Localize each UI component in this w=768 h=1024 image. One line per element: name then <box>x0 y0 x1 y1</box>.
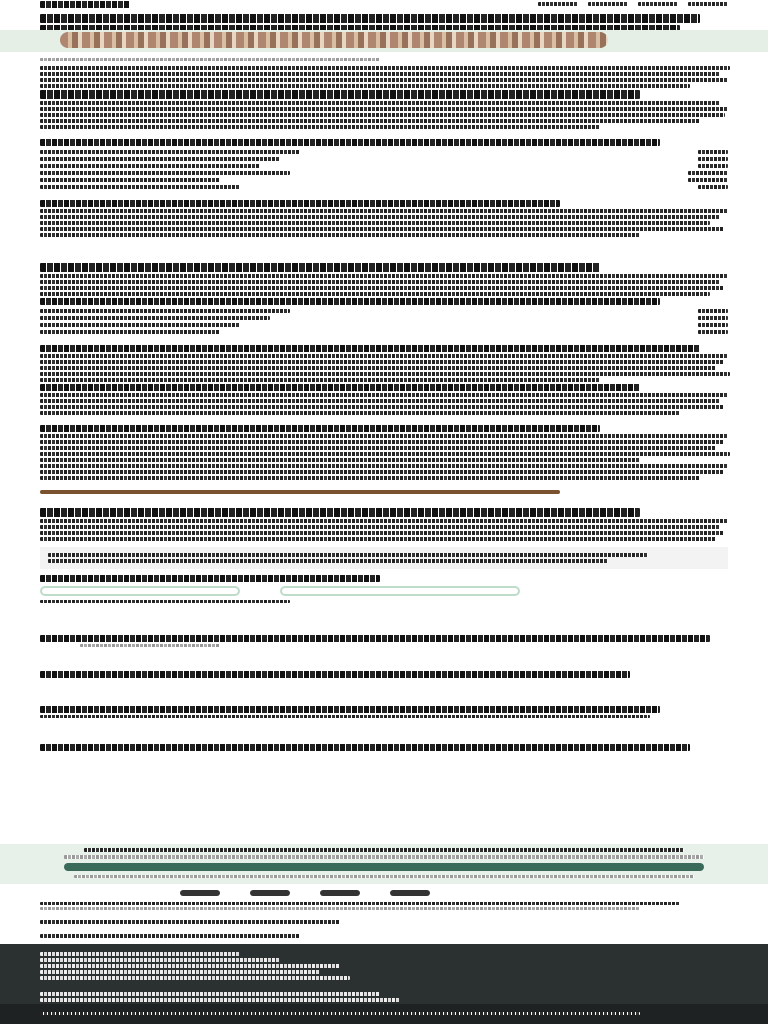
section-heading <box>40 575 380 582</box>
newsletter-cta-content <box>40 848 728 880</box>
pinterest-icon[interactable] <box>320 890 360 896</box>
option-pills <box>40 586 728 596</box>
nav-item-4[interactable] <box>688 2 728 6</box>
pricing-row <box>40 321 728 328</box>
section-heading <box>40 90 640 99</box>
pricing-row <box>40 307 728 314</box>
section-divider <box>40 490 560 494</box>
tip-box <box>40 547 728 569</box>
section-heading <box>40 139 660 146</box>
related-link[interactable] <box>40 934 300 938</box>
pricing-row <box>40 155 728 162</box>
image-caption <box>40 56 668 63</box>
article-content <box>40 64 728 753</box>
faq-item[interactable] <box>40 671 630 678</box>
paragraph-section-2 <box>40 200 728 237</box>
twitter-icon[interactable] <box>250 890 290 896</box>
section-heading <box>40 508 640 517</box>
pricing-row <box>40 328 728 335</box>
nav-item-3[interactable] <box>638 2 678 6</box>
pricing-row <box>40 183 728 190</box>
section-heading <box>40 298 660 305</box>
section-6 <box>40 508 728 603</box>
facebook-icon[interactable] <box>180 890 220 896</box>
subscribe-button[interactable] <box>64 863 704 871</box>
pricing-section-1 <box>40 139 728 190</box>
section-5 <box>40 425 728 480</box>
faq-item[interactable] <box>40 635 710 642</box>
pricing-row <box>40 176 728 183</box>
faq-item[interactable] <box>40 706 660 713</box>
site-logo[interactable] <box>40 1 130 8</box>
section-heading <box>40 263 600 272</box>
section-3 <box>40 263 728 335</box>
section-heading <box>40 425 600 432</box>
option-pill[interactable] <box>280 586 520 596</box>
intro-section <box>40 66 728 129</box>
pricing-row <box>40 169 728 176</box>
section-heading <box>40 200 560 207</box>
pricing-row <box>40 314 728 321</box>
pricing-row <box>40 162 728 169</box>
faq-item[interactable] <box>40 744 690 751</box>
email-icon[interactable] <box>390 890 430 896</box>
hero-image <box>60 32 608 48</box>
section-4 <box>40 345 728 415</box>
top-navigation <box>40 0 728 8</box>
footer-bottom <box>0 1004 768 1024</box>
related-link[interactable] <box>40 920 340 924</box>
social-share <box>180 890 430 896</box>
pricing-row <box>40 148 728 155</box>
section-heading <box>40 345 700 352</box>
option-pill[interactable] <box>40 586 240 596</box>
nav-item-1[interactable] <box>538 2 578 6</box>
section-heading <box>40 384 640 391</box>
nav-item-2[interactable] <box>588 2 628 6</box>
